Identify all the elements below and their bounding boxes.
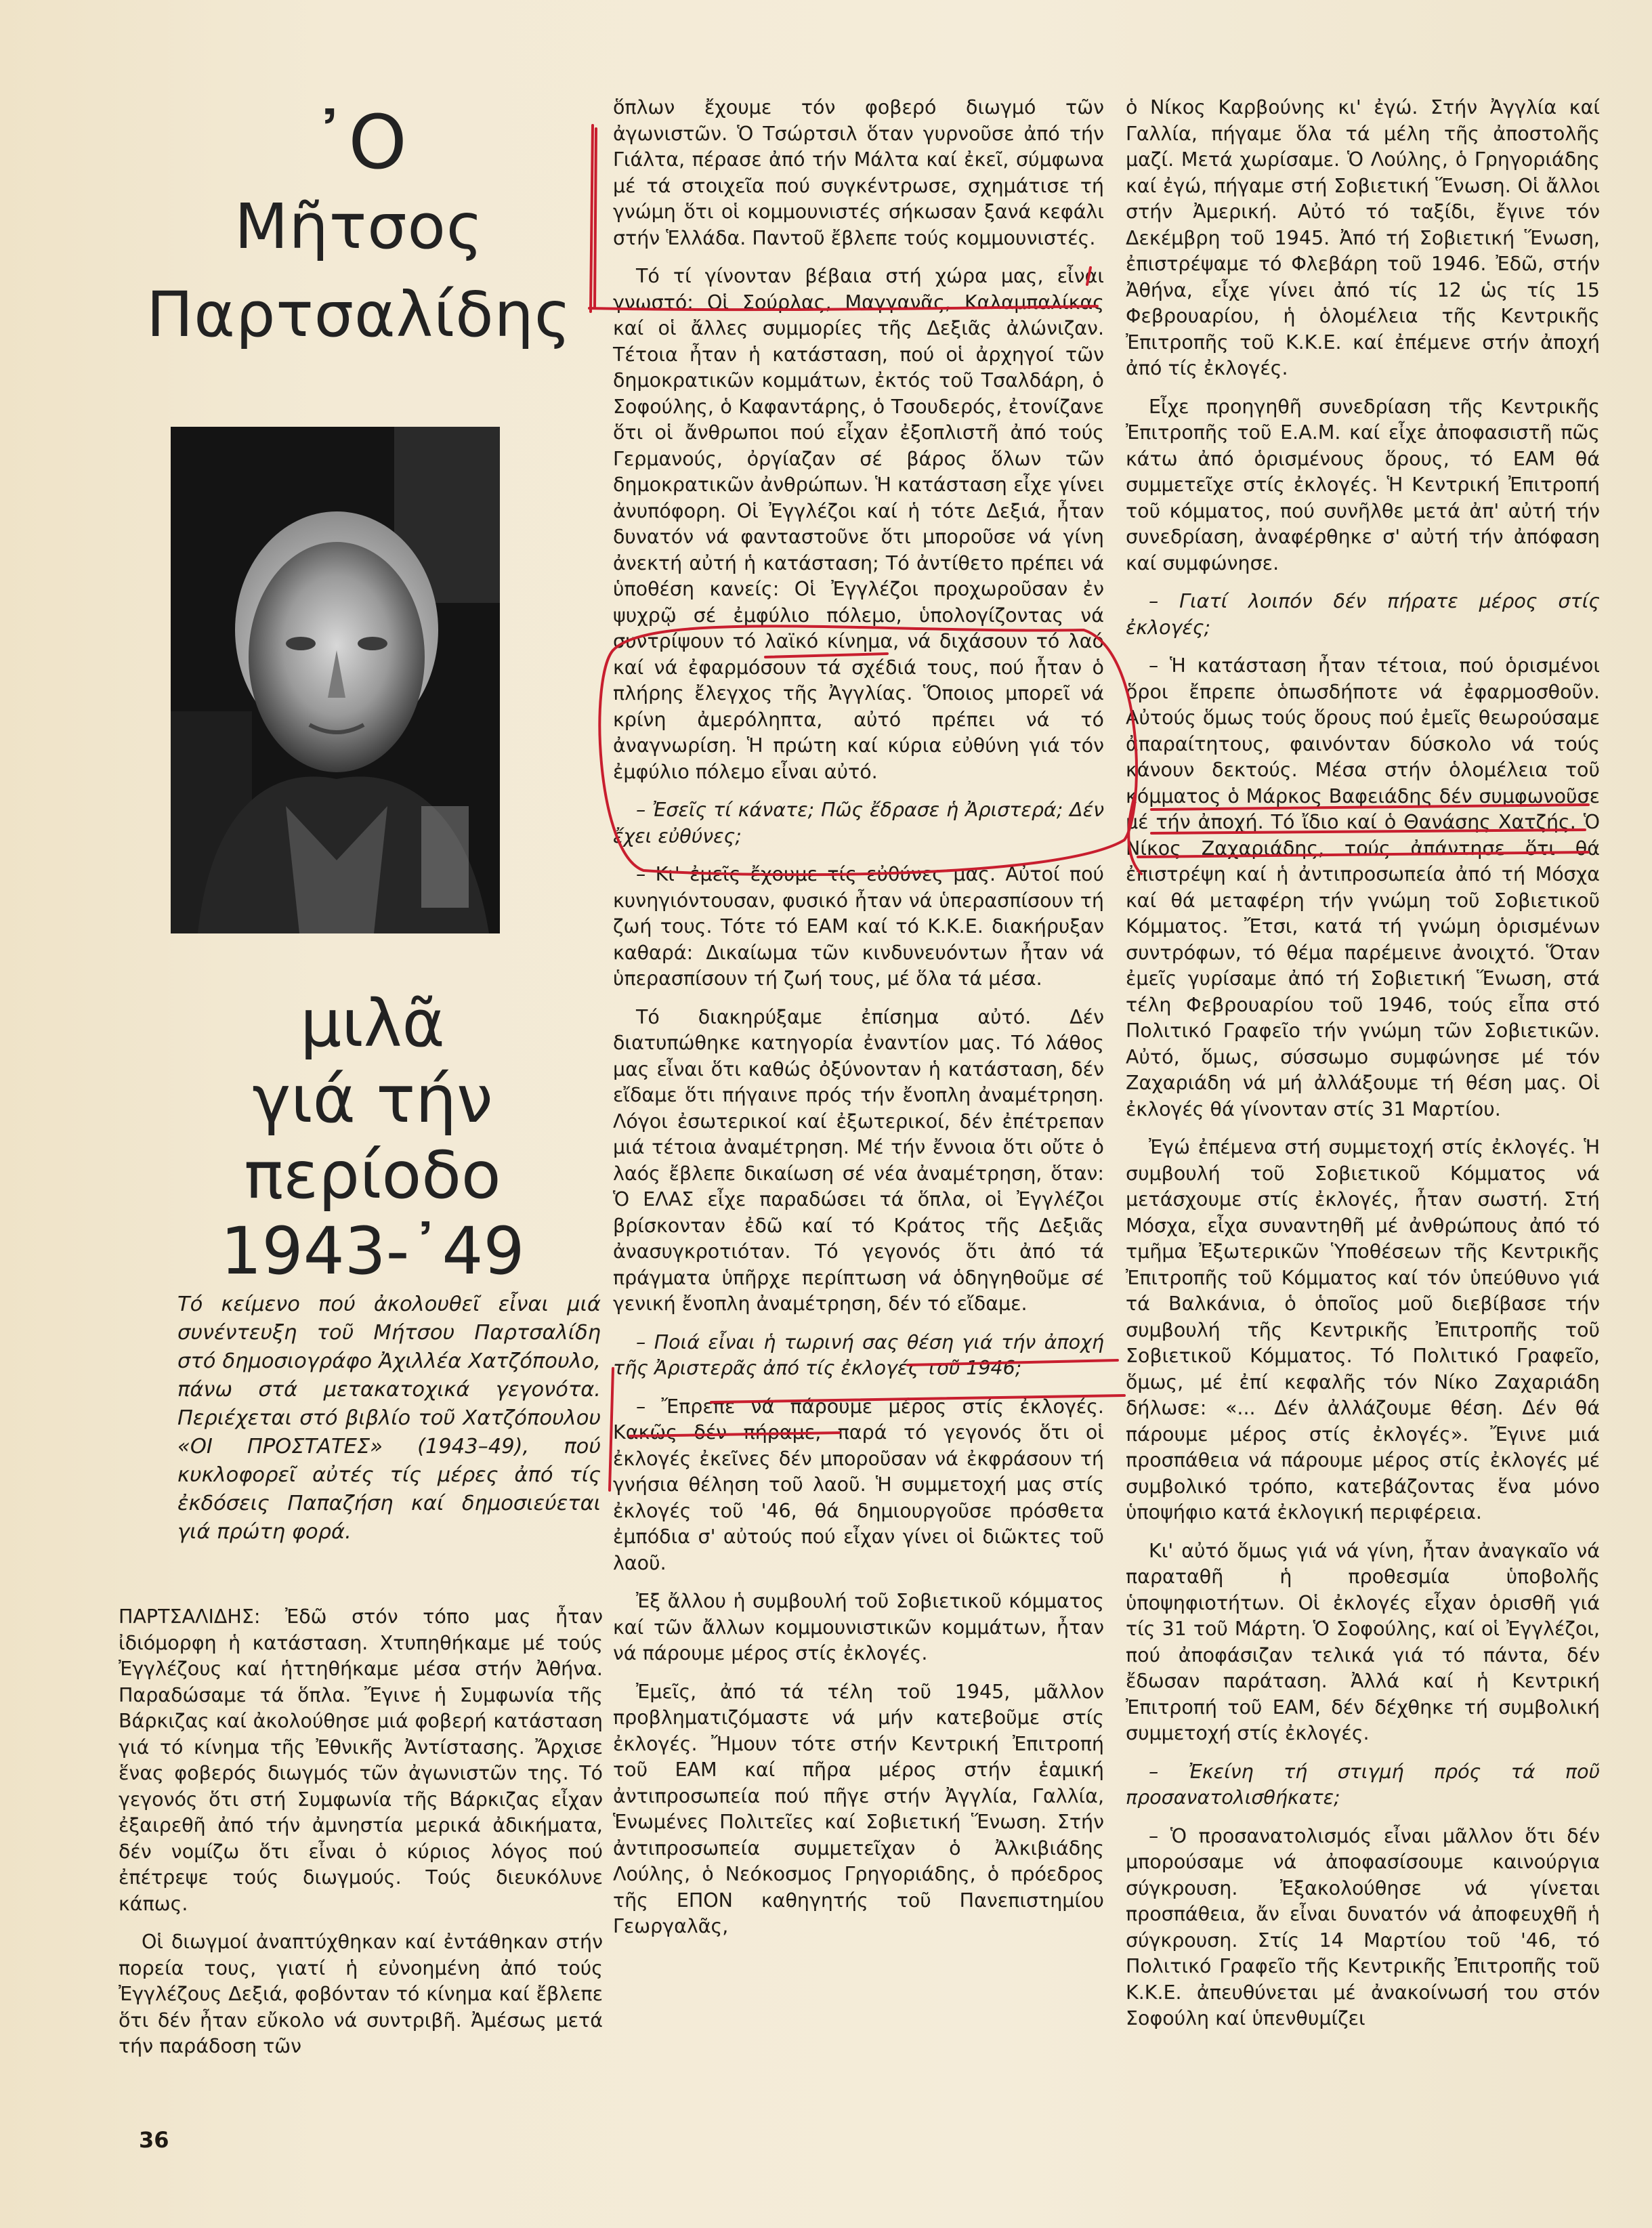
col3-paragraph: – Ἡ κατάσταση ἦταν τέτοια, πού ὁρισμένοι ὅροι ἔπρεπε ὁπωσδήποτε νά ἐφαρμοσθοῦν. Αὐτούς ὅμως τούς ὅρους πού ἐμεῖς θεωρούσαμε ἀπαραίτητους, φαινόνταν δύσκολο νά τούς κάνουν δεκτούς. Μέσα στήν ὁλομέλεια τοῦ κόμματος ὁ Μάρκος Βαφειάδης δέν συμφωνοῦσε μέ τήν ἀποχή. Τό ἴδιο καί ὁ Θανάσης Χατζής. Ὁ Νίκος Ζαχαριάδης, τούς ἀπάντησε ὅτι θά ἐπιστρέψη καί ἡ ἀντιπροσωπεία ἀπό τή Μόσχα καί θά μεταφέρη τήν γνώμη τοῦ Σοβιετικοῦ Κόμματος. Ἔτσι, κατά τή γνώμη ὁρισμένων συντρόφων, τό θέμα παρέμεινε ἀνοιχτό. Ὅταν ἐμεῖς γυρίσαμε ἀπό τή Σοβιετική Ἕνωση, στά τέλη Φεβρουαρίου τοῦ 1946, τούς εἶπα στό Πολιτικό Γραφεῖο τήν γνώμη τῶν Σοβιετικῶν. Αὐτό, ὅμως, σύσσωμο συμφώνησε μέ τόν Ζαχαριάδη νά μή ἀλλάξουμε τή θέση μας. Οἱ ἐκλογές θά γίνονταν στίς 31 Μαρτίου. bbox=[1126, 654, 1600, 1120]
col2-paragraph: Ἐμεῖς, ἀπό τά τέλη τοῦ 1945, μᾶλλον προβληματιζόμαστε νά μήν κατεβοῦμε στίς ἐκλογές. Ἤμουν τότε στήν Κεντρική Ἐπιτροπή τοῦ ΕΑΜ καί πῆρα μέρος στήν ἑαμική ἀντιπροσωπεία πού πῆγε στήν Ἀγγλία, Γαλλία, Ἑνωμένες Πολιτεῖες καί Σοβιετική Ἕνωση. Στήν ἀντιπροσωπεία συμμετεῖχαν ὁ Ἀλκιβιάδης Λούλης, ὁ Νεόκοσμος Γρηγοριάδης, ὁ πρόεδρος τῆς ΕΠΟΝ καθηγητής τοῦ Πανεπιστημίου Γεωργαλᾶς, bbox=[613, 1680, 1104, 1937]
col2-paragraph: Τό τί γίνονταν βέβαια στή χώρα μας, εἶναι γνωστό: Οἱ Σούρλας, Μαγγανᾶς, Καλαμπαλίκας καί οἱ ἄλλες συμμορίες τῆς Δεξιᾶς ἀλώνιζαν. Τέτοια ἦταν ἡ κατάσταση, πού οἱ ἀρχηγοί τῶν δημοκρατικῶν κομμάτων, ἐκτός τοῦ Τσαλδάρη, ὁ Σοφούλης, ὁ Καφαντάρης, ὁ Τσουδερός, ἐτονίζανε ὅτι οἱ ἄνθρωποι πού εἶχαν ἐξοπλιστῆ ἀπό τούς Γερμανούς, ὀργίαζαν σέ βάρος ὅλων τῶν δημοκρατικῶν ἀνθρώπων. Ἡ κατάσταση εἶχε γίνει ἀνυπόφορη. Οἱ Ἐγγλέζοι καί ἡ τότε Δεξιά, ἦταν δυνατόν νά φανταστοῦνε ὅτι μποροῦσε νά γίνη ἀνεκτή αὐτή ἡ κατάσταση; Τό ἀντίθετο πρέπει νά ὑποθέση κανείς: Οἱ Ἐγγλέζοι προχωροῦσαν ἐν ψυχρῷ σέ ἐμφύλιο πόλεμο, ὑπολογίζοντας νά συντρίψουν τό λαϊκό κίνημα, νά διχάσουν τό λαό καί νά ἐφαρμόσουν τά σχέδιά τους, πού ἦταν ὁ πλήρης ἔλεγχος τῆς Ἀγγλίας. Ὅποιος μπορεῖ νά κρίνη ἀμερόληπτα, αὐτό πρέπει νά τό ἀναγνωρίση. Ἡ πρώτη καί κύρια εὐθύνη γιά τόν ἐμφύλιο πόλεμο εἶναι αὐτό. bbox=[613, 265, 1104, 783]
col2-paragraph: – Κι' ἐμεῖς ἔχουμε τίς εὐθύνες μας. Αὐτοί πού κυνηγιόντουσαν, φυσικό ἦταν νά ὑπερασπίσουν τή ζωή τους. Τότε τό ΕΑΜ καί τό Κ.Κ.Ε. διακήρυξαν καθαρά: Δικαίωμα τῶν κινδυνευόντων ἦταν νά ὑπερασπίσουν τή ζωή τους, μέ ὅλα τά μέσα. bbox=[613, 863, 1104, 990]
page-number: 36 bbox=[139, 2127, 169, 2153]
headline-line1: ᾿Ο bbox=[311, 99, 407, 186]
col1-paragraph: ΠΑΡΤΣΑΛΙΔΗΣ: Ἐδῶ στόν τόπο μας ἦταν ἰδιόμορφη ἡ κατάσταση. Χτυπηθήκαμε μέ τούς Ἐγγλέζους καί ἡττηθήκαμε μέσα στήν Ἀθήνα. Παραδώσαμε τά ὅπλα. Ἔγινε ἡ Συμφωνία τῆς Βάρκιζας καί ἀκολούθησε μιά φοβερή κατάσταση γιά τό κίνημα τῆς Ἐθνικῆς Ἀντίστασης. Ἄρχισε ἕνας φοβερός διωγμός τῶν ἀγωνιστῶν της. Τό γεγονός ὅτι στή Συμφωνία τῆς Βάρκιζας εἶχαν ἐξαιρεθῆ ἀπό τήν ἀμνηστία μερικά ἀδικήματα, δέν νομίζω ὅτι εἶναι ὁ κύριος λόγος πού ἐπέτρεψε τούς διωγμούς. Τούς διευκόλυνε κάπως. bbox=[119, 1605, 603, 1915]
col3-paragraph: Κι' αὐτό ὅμως γιά νά γίνη, ἦταν ἀναγκαῖο νά παραταθῆ ἡ προθεσμία ὑποβολῆς ὑποψηφιοτήτων. Οἱ ἐκλογές εἶχαν ὁρισθῆ γιά τίς 31 τοῦ Μάρτη. Ὁ Σοφούλης, καί οἱ Ἐγγλέζοι, πού ἀποφάσιζαν τελικά γιά τό πάντα, δέν ἔδωσαν παράταση. Ἀλλά καί ἡ Κεντρική Ἐπιτροπή τοῦ ΕΑΜ, δέν δέχθηκε τή συμβολική συμμετοχή στίς ἐκλογές. bbox=[1126, 1539, 1600, 1744]
portrait-photo bbox=[171, 427, 500, 933]
headline-line3: Παρτσαλίδης bbox=[146, 278, 572, 351]
subhead bbox=[169, 986, 576, 1289]
col2-paragraph: – Ἔπρεπε νά πάρουμε μέρος στίς ἐκλογές. Κακῶς δέν πήραμε, παρά τό γεγονός ὅτι οἱ ἐκλογές ἐκεῖνες δέν μποροῦσαν νά ἐκφράσουν τή γνήσια θέληση τοῦ λαοῦ. Ἡ συμμετοχή μας στίς ἐκλογές τοῦ '46, θά δημιουργοῦσε πρόσθετα ἐμπόδια σ' αὐτούς πού εἶχαν γίνει οἱ διῶκτες τοῦ λαοῦ. bbox=[613, 1395, 1104, 1574]
col3-paragraph: Εἶχε προηγηθῆ συνεδρίαση τῆς Κεντρικῆς Ἐπιτροπῆς τοῦ Ε.Α.Μ. καί εἶχε ἀποφασιστῆ πῶς κάτω ἀπό ὁρισμένους ὅρους, τό ΕΑΜ θά συμμετεῖχε στίς ἐκλογές. Ἡ Κεντρική Ἐπιτροπή τοῦ κόμματος, πού συνῆλθε μετά ἀπ' αὐτή τήν συνεδρίαση, ἀναφέρθηκε σ' αὐτή τήν ἀπόφαση καί συμφώνησε. bbox=[1126, 395, 1600, 574]
col2-question: – Ποιά εἶναι ἡ τωρινή σας θέση γιά τήν ἀποχή τῆς Ἀριστερᾶς ἀπό τίς ἐκλογές τοῦ 1946; bbox=[613, 1330, 1104, 1379]
subhead-line1: μιλᾶ bbox=[300, 986, 445, 1062]
column-3 bbox=[1126, 95, 1600, 2044]
headline-line2: Μῆτσος bbox=[234, 190, 484, 263]
subhead-line4: 1943-᾿49 bbox=[220, 1213, 525, 1289]
col3-question: – Ἐκείνη τή στιγμή πρός τά ποῦ προσανατολισθήκατε; bbox=[1126, 1760, 1600, 1809]
intro-paragraph: Τό κείμενο πού ἀκολουθεῖ εἶναι μιά συνέντευξη τοῦ Μήτσου Παρτσαλίδη στό δημοσιογράφο Ἀχιλλέα Χατζόπουλο, πάνω στά μετακατοχικά γεγονότα. Περιέχεται στό βιβλίο τοῦ Χατζόπουλου «ΟΙ ΠΡΟΣΤΑΤΕΣ» (1943–49), πού κυκλοφορεῖ αὐτές τίς μέρες ἀπό τίς ἐκδόσεις Παπαζήση καί δημοσιεύεται γιά πρώτη φορά. bbox=[177, 1292, 601, 1544]
subhead-line2: γιά τήν bbox=[252, 1062, 493, 1137]
col3-paragraph: ὁ Νίκος Καρβούνης κι' ἐγώ. Στήν Ἀγγλία καί Γαλλία, πήγαμε ὅλα τά μέλη τῆς ἀποστολῆς μαζί. Μετά χωρίσαμε. Ὁ Λούλης, ὁ Γρηγοριάδης καί ἐγώ, πήγαμε στή Σοβιετική Ἕνωση. Οἱ ἄλλοι στήν Ἀμερική. Αὐτό τό ταξίδι, ἔγινε τόν Δεκέμβρη τοῦ 1945. Ἀπό τή Σοβιετική Ἕνωση, ἐπιστρέψαμε τό Φλεβάρη τοῦ 1946. Ἐδῶ, στήν Ἀθήνα, εἶχε γίνει ἀπό τίς 12 ὡς τίς 15 Φεβρουαρίου, ἡ ὁλομέλεια τῆς Κεντρικῆς Ἐπιτροπῆς τοῦ Κ.Κ.Ε. καί ἐπέμενε στήν ἀποχή ἀπό τίς ἐκλογές. bbox=[1126, 96, 1600, 379]
col2-paragraph: Τό διακηρύξαμε ἐπίσημα αὐτό. Δέν διατυπώθηκε κατηγορία ἐναντίον μας. Τό λάθος μας εἶναι ὅτι καθώς ὀξύνονταν ἡ κατάσταση, δέν εἴδαμε ὅτι πήγαινε πρός τήν ἔνοπλη ἀναμέτρηση. Λόγοι ἐσωτερικοί καί ἐξωτερικοί, δέν ἐπέτρεπαν μιά τέτοια ἀναμέτρηση. Μέ τήν ἔννοια ὅτι οὔτε ὁ λαός ἔβλεπε δικαίωση σέ νέα ἀναμέτρηση, ὅταν: Ὁ ΕΛΑΣ εἶχε παραδώσει τά ὅπλα, οἱ Ἐγγλέζοι βρίσκονταν ἐδῶ καί τό Κράτος τῆς Δεξιᾶς ἀνασυγκροτιόταν. Τό γεγονός ὅτι ἀπό τά πράγματα ὑπῆρχε περίπτωση νά ὁδηγηθοῦμε σέ γενική ἔνοπλη ἀναμέτρηση, δέν τό εἴδαμε. bbox=[613, 1005, 1104, 1315]
col2-paragraph: ὅπλων ἔχουμε τόν φοβερό διωγμό τῶν ἀγωνιστῶν. Ὁ Τσώρτσιλ ὅταν γυρνοῦσε ἀπό τήν Γιάλτα, πέρασε ἀπό τήν Μάλτα καί ἐκεῖ, σύμφωνα μέ τά στοιχεῖα πού συγκέντρωσε, σχημάτισε τή γνώμη ὅτι οἱ κομμουνιστές σήκωσαν ξανά κεφάλι στήν Ἑλλάδα. Παντοῦ ἔβλεπε τούς κομμουνιστές. bbox=[613, 96, 1104, 249]
subhead-line3: περίοδο bbox=[244, 1137, 501, 1213]
col2-question: – Ἐσεῖς τί κάνατε; Πῶς ἔδρασε ἡ Ἀριστερά; Δέν ἔχει εὐθύνες; bbox=[613, 799, 1104, 847]
column-1 bbox=[119, 1604, 603, 2072]
column-2 bbox=[613, 95, 1104, 1952]
annotation-bracket-left bbox=[591, 125, 593, 312]
col1-paragraph: Οἱ διωγμοί ἀναπτύχθηκαν καί ἐντάθηκαν στήν πορεία τους, γιατί ἡ εὐνοημένη ἀπό τούς Ἐγγλέζους Δεξιά, φοβόνταν τό κίνημα καί ἔβλεπε ὅτι δέν ἦταν εὔκολο νά συντριβῆ. Ἀμέσως μετά τήν παράδοση τῶν bbox=[119, 1931, 603, 2057]
portrait-illustration bbox=[171, 427, 500, 933]
col3-paragraph: – Ὁ προσανατολισμός εἶναι μᾶλλον ὅτι δέν μπορούσαμε νά ἀποφασίσουμε καινούργια σύγκρουση. Ἐξακολούθησε νά γίνεται προσπάθεια, ἄν εἶναι δυνατόν νά ἀποφευχθῆ ἡ σύγκρουση. Στίς 14 Μαρτίου τοῦ '46, τό Πολιτικό Γραφεῖο τῆς Κεντρικῆς Ἐπιτροπῆς τοῦ Κ.Κ.Ε. ἀπευθύνεται μέ ἀνακοίνωσή του στόν Σοφούλη καί ὑπενθυμίζει bbox=[1126, 1824, 1600, 2030]
col3-paragraph: Ἐγώ ἐπέμενα στή συμμετοχή στίς ἐκλογές. Ἡ συμβουλή τοῦ Σοβιετικοῦ Κόμματος νά μετάσχουμε στίς ἐκλογές, ἦταν σωστή. Στή Μόσχα, εἶχα συναντηθῆ μέ ἀνθρώπους ἀπό τό τμῆμα Ἐξωτερικῶν Ὑποθέσεων τῆς Κεντρικῆς Ἐπιτροπῆς τοῦ Κόμματος καί τόν ὑπεύθυνο γιά τά Βαλκάνια, ὁ ὁποῖος μοῦ διεβίβασε τήν συμβουλή τῆς Κεντρικῆς Ἐπιτροπῆς τοῦ Σοβιετικοῦ Κόμματος. Τό Πολιτικό Γραφεῖο, ὅμως, μέ ἐπί κεφαλῆς τόν Νίκο Ζαχαριάδη δήλωσε: «... Δέν ἀλλάζουμε θέση. Δέν θά πάρουμε μέρος στίς ἐκλογές». Ἔγινε μιά προσπάθεια νά πάρουμε μέρος στίς ἐκλογές μέ συμβολικό τρόπο, κατεβάζοντας ἕνα μόνο ὑποψήφιο κατά ἐκλογική περιφέρεια. bbox=[1126, 1136, 1600, 1523]
headline bbox=[129, 99, 589, 359]
col3-question: – Γιατί λοιπόν δέν πήρατε μέρος στίς ἐκλογές; bbox=[1126, 590, 1600, 639]
col2-paragraph: Ἐξ ἄλλου ἡ συμβουλή τοῦ Σοβιετικοῦ κόμματος καί τῶν ἄλλων κομμουνιστικῶν κομμάτων, ἦταν νά πάρουμε μέρος στίς ἐκλογές. bbox=[613, 1590, 1104, 1664]
